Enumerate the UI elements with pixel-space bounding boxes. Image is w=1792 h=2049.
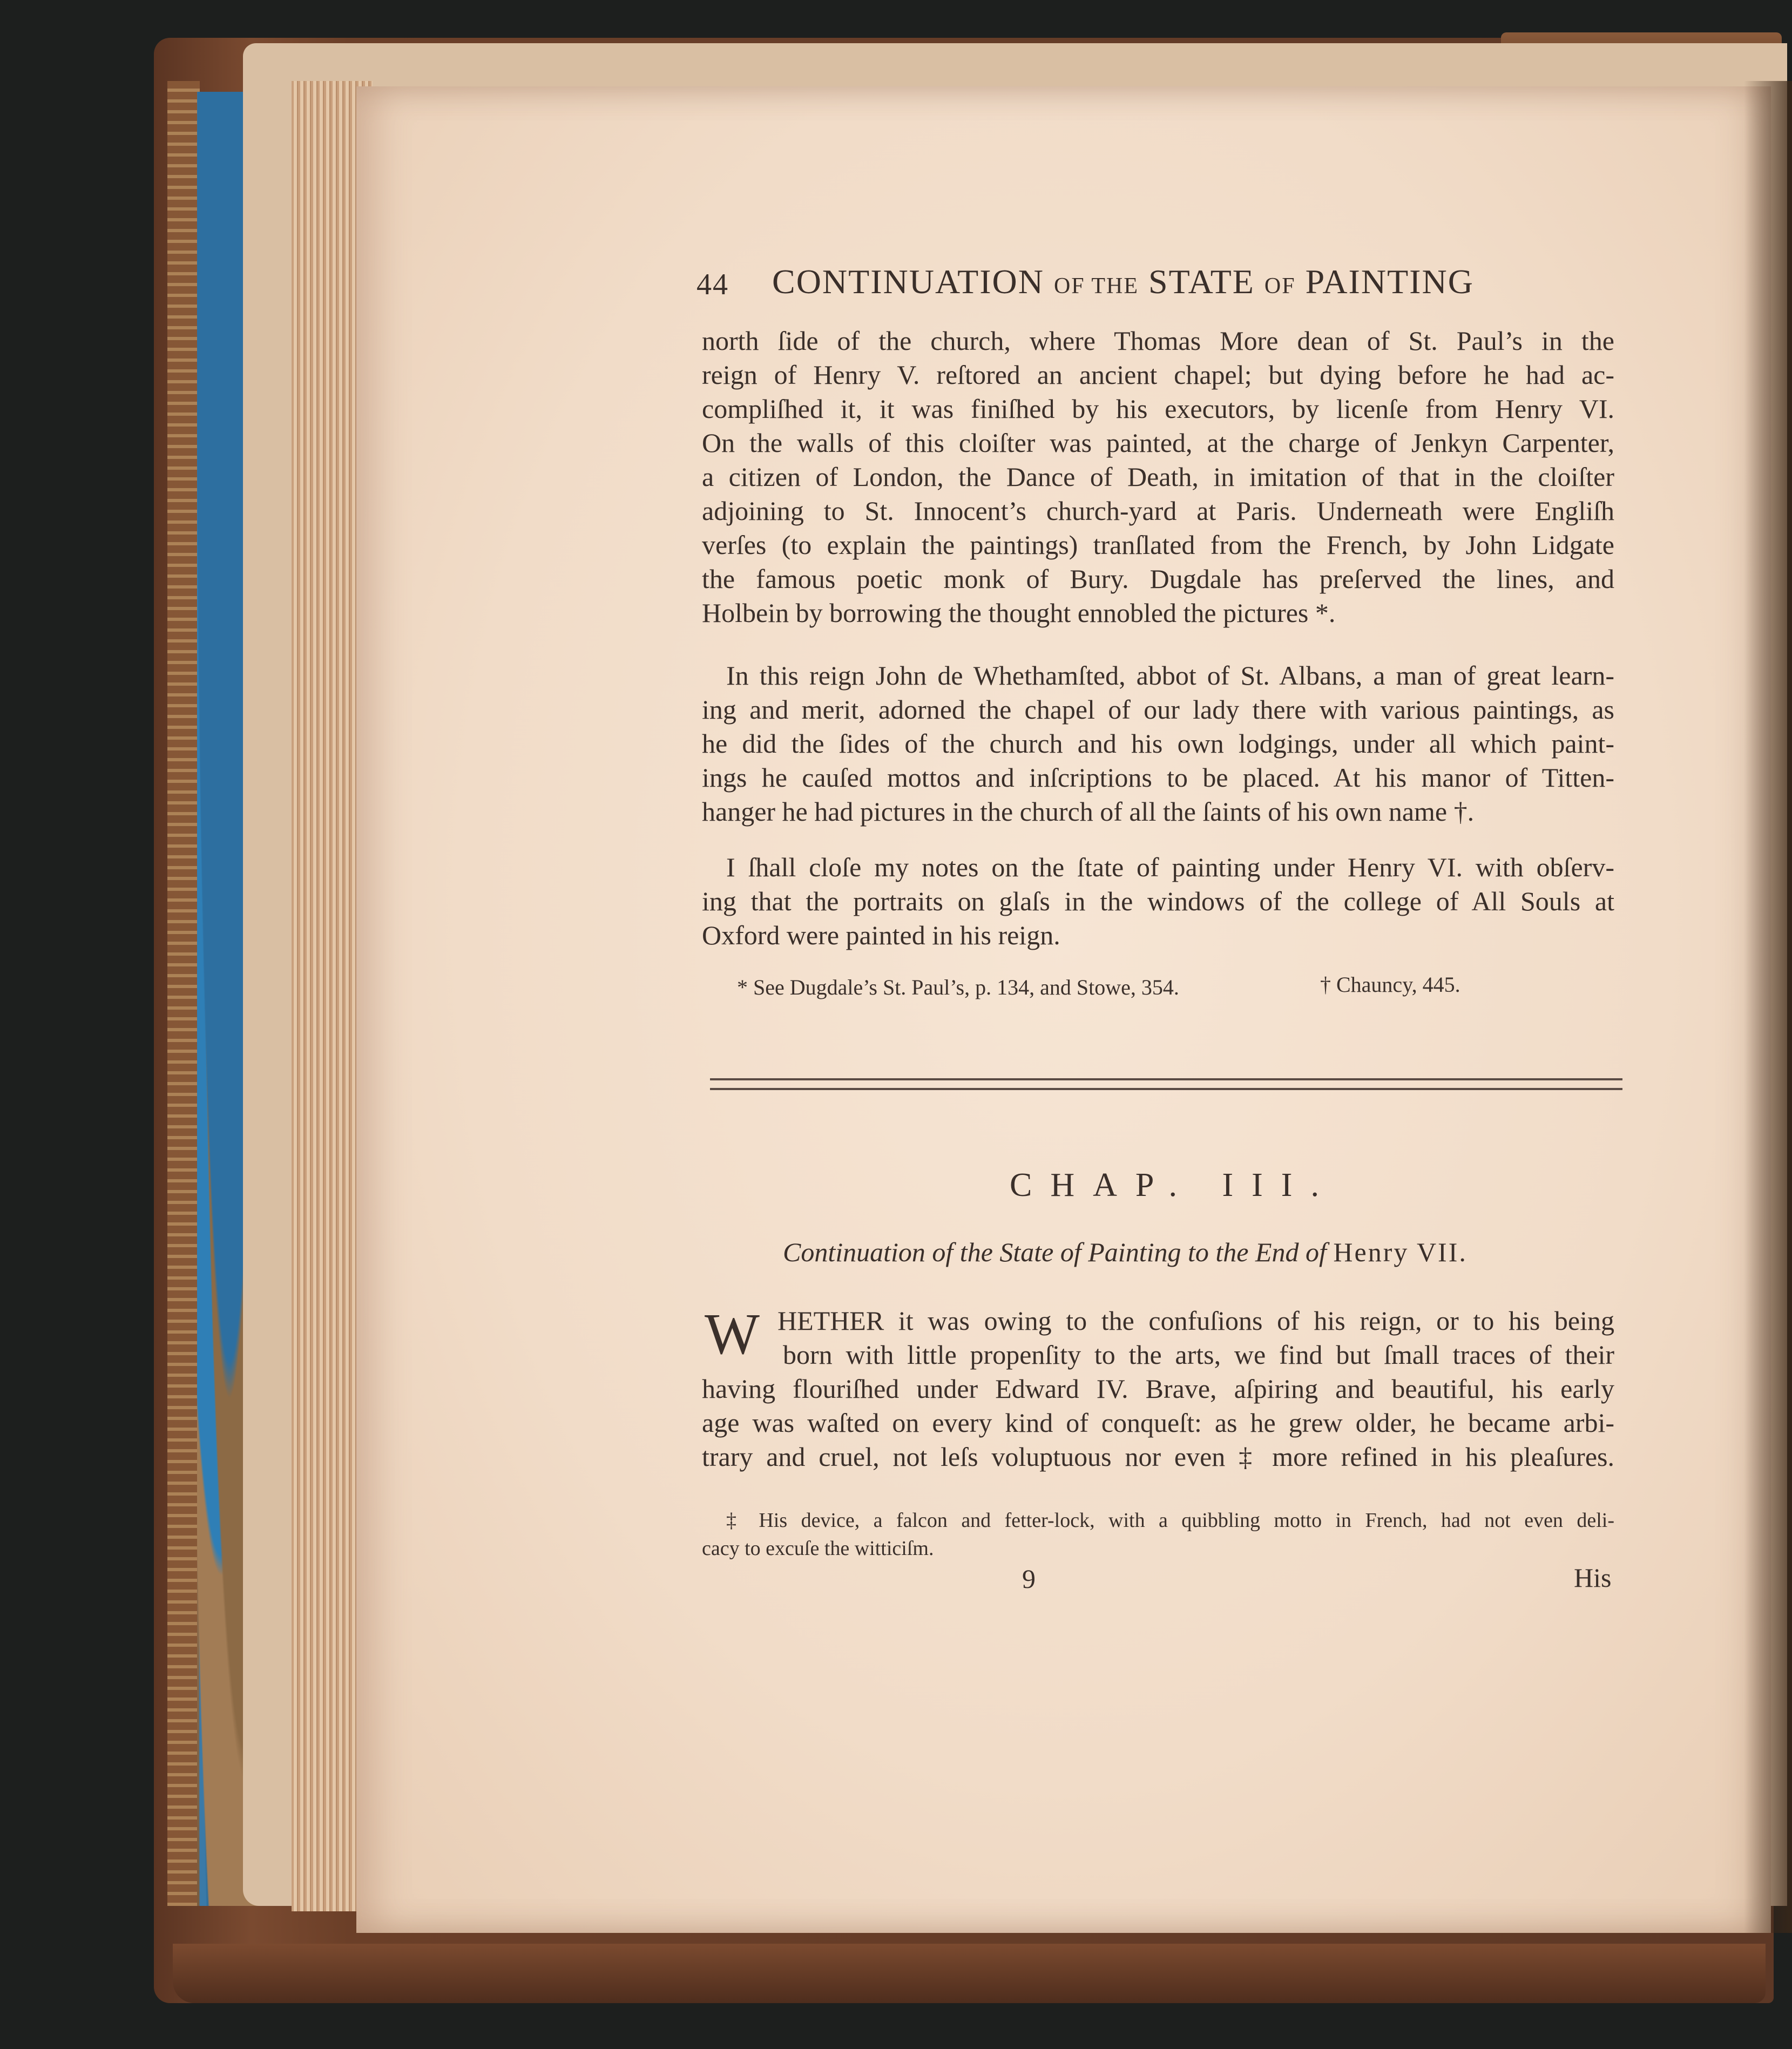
text-line: verſes (to explain the paintings) tranſlated from the French, by John Lidgate xyxy=(702,530,1614,560)
text-line: adjoining to St. Innocent’s church-yard at Paris. Underneath were Engliſh xyxy=(702,496,1614,526)
running-title-word: OF xyxy=(1264,274,1296,299)
page-number: 44 xyxy=(696,268,729,301)
cover-bottom-edge xyxy=(173,1944,1766,2003)
text-line: On the walls of this cloiſter was painted, at the charge of Jenkyn Carpenter, xyxy=(702,428,1614,458)
text-line: ing and merit, adorned the chapel of our lady there with various paintings, as xyxy=(702,694,1614,725)
text-line: Oxford were painted in his reign. xyxy=(702,920,1060,950)
text-line: ings he cauſed mottos and inſcriptions to be placed. At his manor of Titten- xyxy=(702,762,1614,793)
footnote-dugdale: * See Dugdale’s St. Paul’s, p. 134, and Stowe, 354. xyxy=(737,975,1179,999)
paragraph-3 xyxy=(702,850,1614,952)
paragraph-4-second-line xyxy=(783,1338,1614,1372)
paragraph-4-rest xyxy=(702,1372,1614,1474)
text-line: age was waſted on every kind of conqueſt: as he grew older, he became arbi- xyxy=(702,1408,1614,1438)
chapter-subtitle-name: Henry VII. xyxy=(1333,1237,1468,1267)
text-line: having flouriſhed under Edward IV. Brave, aſpiring and beautiful, his early xyxy=(702,1374,1614,1404)
text-line: a citizen of London, the Dance of Death, in imitation of that in the cloiſter xyxy=(702,462,1614,492)
drop-cap: W xyxy=(705,1302,760,1367)
chapter-subtitle xyxy=(783,1236,1539,1268)
footnote-line: cacy to excuſe the witticiſm. xyxy=(702,1537,934,1560)
text-line: reign of Henry V. reſtored an ancient chapel; but dying before he had ac- xyxy=(702,360,1614,390)
footnote-chauncy: † Chauncy, 445. xyxy=(1320,972,1460,997)
text-line: born with little propenſity to the arts, we find but ſmall traces of their xyxy=(783,1340,1614,1370)
text-line: In this reign John de Whethamſted, abbot of St. Albans, a man of great learn- xyxy=(726,660,1614,691)
text-line: the famous poetic monk of Bury. Dugdale has preſerved the lines, and xyxy=(702,564,1614,594)
footnote-line: ‡ His device, a falcon and fetter-lock, with a quibbling motto in French, had not even deli- xyxy=(726,1509,1614,1532)
footnote-device xyxy=(702,1506,1614,1563)
text-line: hanger he had pictures in the church of all the ſaints of his own name †. xyxy=(702,796,1475,827)
paragraph-1 xyxy=(702,324,1614,630)
text-line: north ſide of the church, where Thomas More dean of St. Paul’s in the xyxy=(702,326,1614,356)
catchword: His xyxy=(1574,1563,1612,1593)
gutter-shadow xyxy=(1744,81,1792,1933)
text-line: I ſhall cloſe my notes on the ſtate of painting under Henry VI. with obſerv- xyxy=(726,852,1614,882)
text-line: trary and cruel, not leſs voluptuous nor even ‡ more refined in his pleaſures. xyxy=(702,1442,1614,1472)
running-title xyxy=(772,262,1474,302)
paragraph-4-first-line xyxy=(777,1304,1614,1338)
text-line: compliſhed it, it was finiſhed by his executors, by licenſe from Henry VI. xyxy=(702,394,1614,424)
running-title-word: OF THE xyxy=(1053,274,1139,299)
paragraph-2 xyxy=(702,659,1614,829)
signature-mark: 9 xyxy=(1022,1564,1036,1594)
running-head xyxy=(696,262,1566,305)
chapter-subtitle-italic: Continuation of the State of Painting to the End of xyxy=(783,1237,1327,1267)
text-line: HETHER it was owing to the confuſions of his reign, or to his being xyxy=(777,1306,1614,1336)
text-line: ing that the portraits on glaſs in the windows of the college of All Souls at xyxy=(702,886,1614,916)
text-line: he did the ſides of the church and his own lodgings, under all which paint- xyxy=(702,728,1614,759)
double-rule-divider xyxy=(710,1078,1622,1090)
spine-binding xyxy=(167,81,200,1906)
running-title-word: PAINTING xyxy=(1305,262,1474,301)
chapter-heading: CHAP. III. xyxy=(1010,1167,1337,1203)
text-line: Holbein by borrowing the thought ennobled the pictures *. xyxy=(702,598,1336,628)
running-title-word: STATE xyxy=(1148,262,1255,301)
running-title-word: CONTINUATION xyxy=(772,262,1044,301)
